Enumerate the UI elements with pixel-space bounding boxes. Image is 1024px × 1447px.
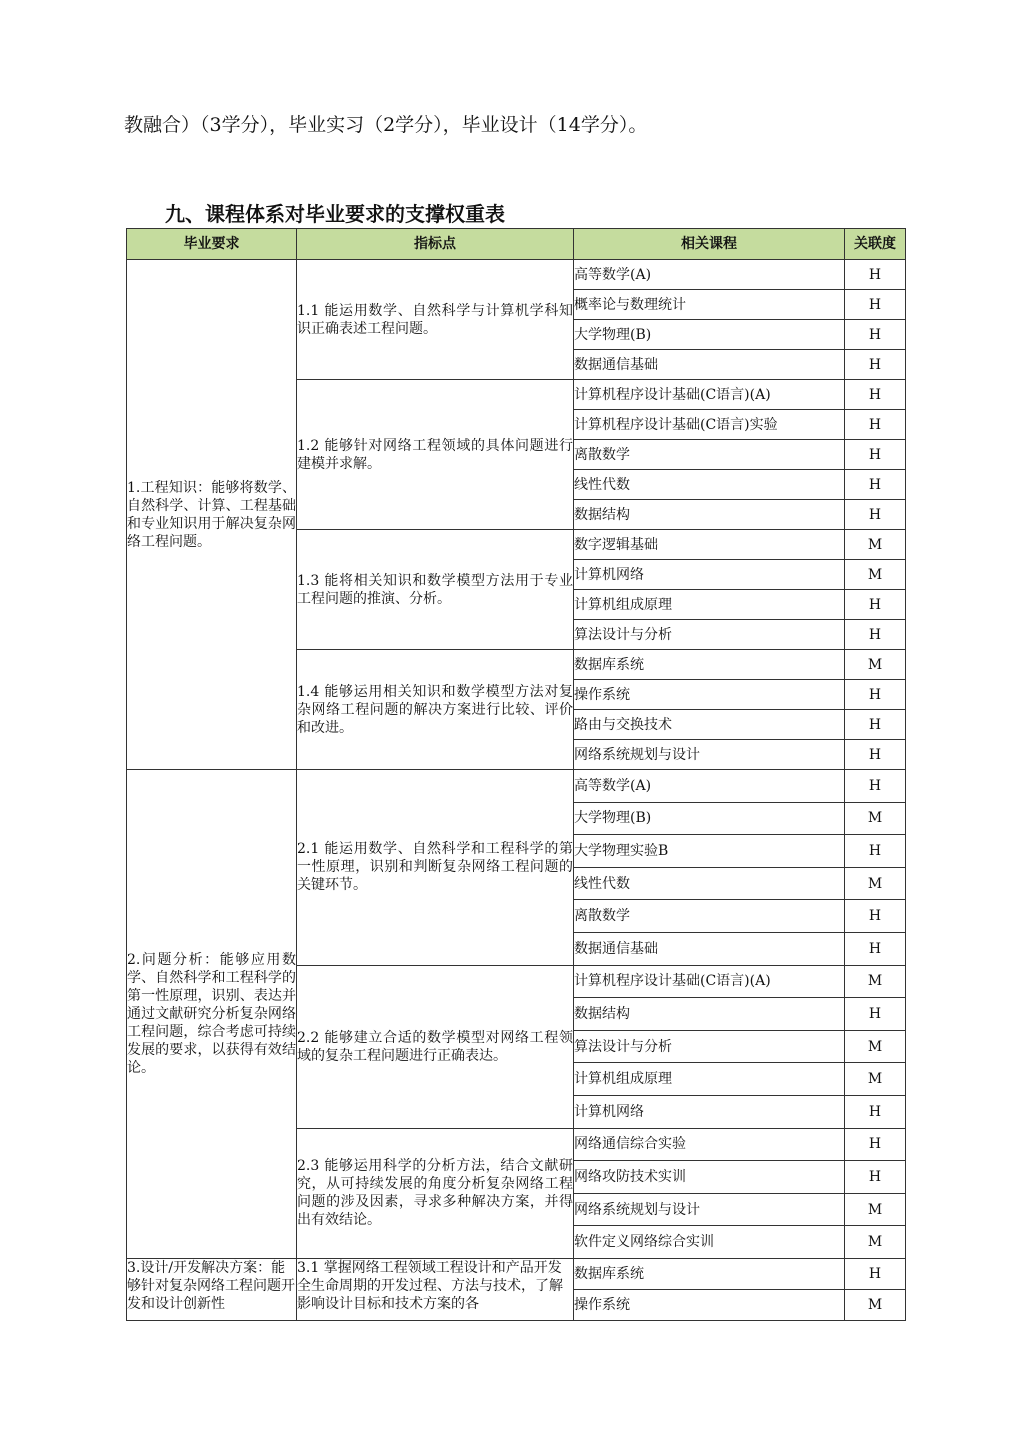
relevance-cell: H bbox=[845, 740, 906, 770]
relevance-cell: M bbox=[845, 530, 906, 560]
course-cell: 路由与交换技术 bbox=[574, 710, 845, 740]
course-cell: 数据结构 bbox=[574, 998, 845, 1031]
relevance-cell: H bbox=[845, 290, 906, 320]
relevance-cell: H bbox=[845, 350, 906, 380]
course-cell: 数据结构 bbox=[574, 500, 845, 530]
header-course: 相关课程 bbox=[574, 229, 845, 260]
requirement-cell: 1.工程知识：能够将数学、自然科学、计算、工程基础和专业知识用于解决复杂网络工程问题。 bbox=[127, 260, 297, 770]
course-cell: 算法设计与分析 bbox=[574, 1030, 845, 1063]
relevance-cell: H bbox=[845, 260, 906, 290]
course-cell: 计算机程序设计基础(C语言)实验 bbox=[574, 410, 845, 440]
course-cell: 大学物理(B) bbox=[574, 320, 845, 350]
relevance-cell: M bbox=[845, 1289, 906, 1320]
indicator-cell: 1.1 能运用数学、自然科学与计算机学科知识正确表述工程问题。 bbox=[297, 260, 574, 380]
relevance-cell: H bbox=[845, 1161, 906, 1194]
relevance-cell: H bbox=[845, 932, 906, 965]
course-cell: 数据库系统 bbox=[574, 1258, 845, 1289]
header-row bbox=[127, 229, 906, 260]
course-cell: 操作系统 bbox=[574, 1289, 845, 1320]
relevance-cell: M bbox=[845, 802, 906, 835]
course-cell: 高等数学(A) bbox=[574, 260, 845, 290]
requirement-text: 3.设计/开发解决方案：能够针对复杂网络工程问题开发和设计创新性 bbox=[127, 1259, 295, 1312]
relevance-cell: M bbox=[845, 1226, 906, 1259]
relevance-cell: M bbox=[845, 1193, 906, 1226]
course-cell: 操作系统 bbox=[574, 680, 845, 710]
course-cell: 线性代数 bbox=[574, 470, 845, 500]
relevance-cell: M bbox=[845, 1030, 906, 1063]
relevance-cell: H bbox=[845, 320, 906, 350]
course-cell: 概率论与数理统计 bbox=[574, 290, 845, 320]
indicator-cell: 1.3 能将相关知识和数学模型方法用于专业工程问题的推演、分析。 bbox=[297, 530, 574, 650]
course-cell: 离散数学 bbox=[574, 900, 845, 933]
course-cell: 离散数学 bbox=[574, 440, 845, 470]
course-cell: 计算机组成原理 bbox=[574, 590, 845, 620]
relevance-cell: H bbox=[845, 500, 906, 530]
relevance-cell: H bbox=[845, 590, 906, 620]
relevance-cell: H bbox=[845, 470, 906, 500]
course-cell: 计算机网络 bbox=[574, 1095, 845, 1128]
course-cell: 计算机程序设计基础(C语言)(A) bbox=[574, 965, 845, 998]
relevance-cell: H bbox=[845, 835, 906, 868]
header-requirement: 毕业要求 bbox=[127, 229, 297, 260]
course-cell: 算法设计与分析 bbox=[574, 620, 845, 650]
course-cell: 数据通信基础 bbox=[574, 350, 845, 380]
course-cell: 数据库系统 bbox=[574, 650, 845, 680]
course-cell: 网络攻防技术实训 bbox=[574, 1161, 845, 1194]
header-indicator: 指标点 bbox=[297, 229, 574, 260]
relevance-cell: H bbox=[845, 1258, 906, 1289]
relevance-cell: M bbox=[845, 560, 906, 590]
indicator-cell: 1.4 能够运用相关知识和数学模型方法对复杂网络工程问题的解决方案进行比较、评价和改进。 bbox=[297, 650, 574, 770]
section-title: 九、课程体系对毕业要求的支撑权重表 bbox=[165, 202, 505, 226]
indicator-cell bbox=[297, 1258, 574, 1320]
course-cell: 大学物理实验B bbox=[574, 835, 845, 868]
indicator-cell: 2.3 能够运用科学的分析方法，结合文献研究，从可持续发展的角度分析复杂网络工程问题的涉及因素，寻求多种解决方案，并得出有效结论。 bbox=[297, 1128, 574, 1258]
relevance-cell: H bbox=[845, 410, 906, 440]
course-cell: 高等数学(A) bbox=[574, 770, 845, 803]
requirement-cell: 2.问题分析：能够应用数学、自然科学和工程科学的第一性原理，识别、表达并通过文献研究分析复杂网络工程问题，综合考虑可持续发展的要求，以获得有效结论。 bbox=[127, 770, 297, 1259]
requirement-cell bbox=[127, 1258, 297, 1320]
course-cell: 计算机程序设计基础(C语言)(A) bbox=[574, 380, 845, 410]
course-cell: 数字逻辑基础 bbox=[574, 530, 845, 560]
indicator-cell: 2.2 能够建立合适的数学模型对网络工程领域的复杂工程问题进行正确表达。 bbox=[297, 965, 574, 1128]
table-row bbox=[127, 260, 906, 290]
relevance-cell: H bbox=[845, 380, 906, 410]
course-cell: 网络通信综合实验 bbox=[574, 1128, 845, 1161]
relevance-cell: H bbox=[845, 620, 906, 650]
relevance-cell: M bbox=[845, 965, 906, 998]
course-cell: 软件定义网络综合实训 bbox=[574, 1226, 845, 1259]
indicator-cell: 1.2 能够针对网络工程领域的具体问题进行建模并求解。 bbox=[297, 380, 574, 530]
relevance-cell: H bbox=[845, 770, 906, 803]
header-relevance: 关联度 bbox=[845, 229, 906, 260]
course-cell: 计算机网络 bbox=[574, 560, 845, 590]
relevance-cell: H bbox=[845, 1095, 906, 1128]
intro-paragraph: 教融合）（3学分），毕业实习（2学分），毕业设计（14学分）。 bbox=[124, 114, 648, 136]
relevance-cell: H bbox=[845, 680, 906, 710]
relevance-cell: H bbox=[845, 900, 906, 933]
relevance-cell: M bbox=[845, 650, 906, 680]
indicator-cell: 2.1 能运用数学、自然科学和工程科学的第一性原理，识别和判断复杂网络工程问题的关键环节。 bbox=[297, 770, 574, 966]
relevance-cell: H bbox=[845, 1128, 906, 1161]
course-cell: 大学物理(B) bbox=[574, 802, 845, 835]
table-row bbox=[127, 770, 906, 803]
relevance-cell: H bbox=[845, 998, 906, 1031]
relevance-cell: M bbox=[845, 867, 906, 900]
course-cell: 线性代数 bbox=[574, 867, 845, 900]
course-cell: 计算机组成原理 bbox=[574, 1063, 845, 1096]
indicator-text: 3.1 掌握网络工程领域工程设计和产品开发全生命周期的开发过程、方法与技术，了解影响设计目标和技术方案的各 bbox=[297, 1259, 563, 1312]
course-cell: 网络系统规划与设计 bbox=[574, 1193, 845, 1226]
table-row bbox=[127, 1258, 906, 1289]
support-weight-table bbox=[126, 228, 906, 1321]
relevance-cell: H bbox=[845, 440, 906, 470]
course-cell: 网络系统规划与设计 bbox=[574, 740, 845, 770]
relevance-cell: H bbox=[845, 710, 906, 740]
course-cell: 数据通信基础 bbox=[574, 932, 845, 965]
relevance-cell: M bbox=[845, 1063, 906, 1096]
